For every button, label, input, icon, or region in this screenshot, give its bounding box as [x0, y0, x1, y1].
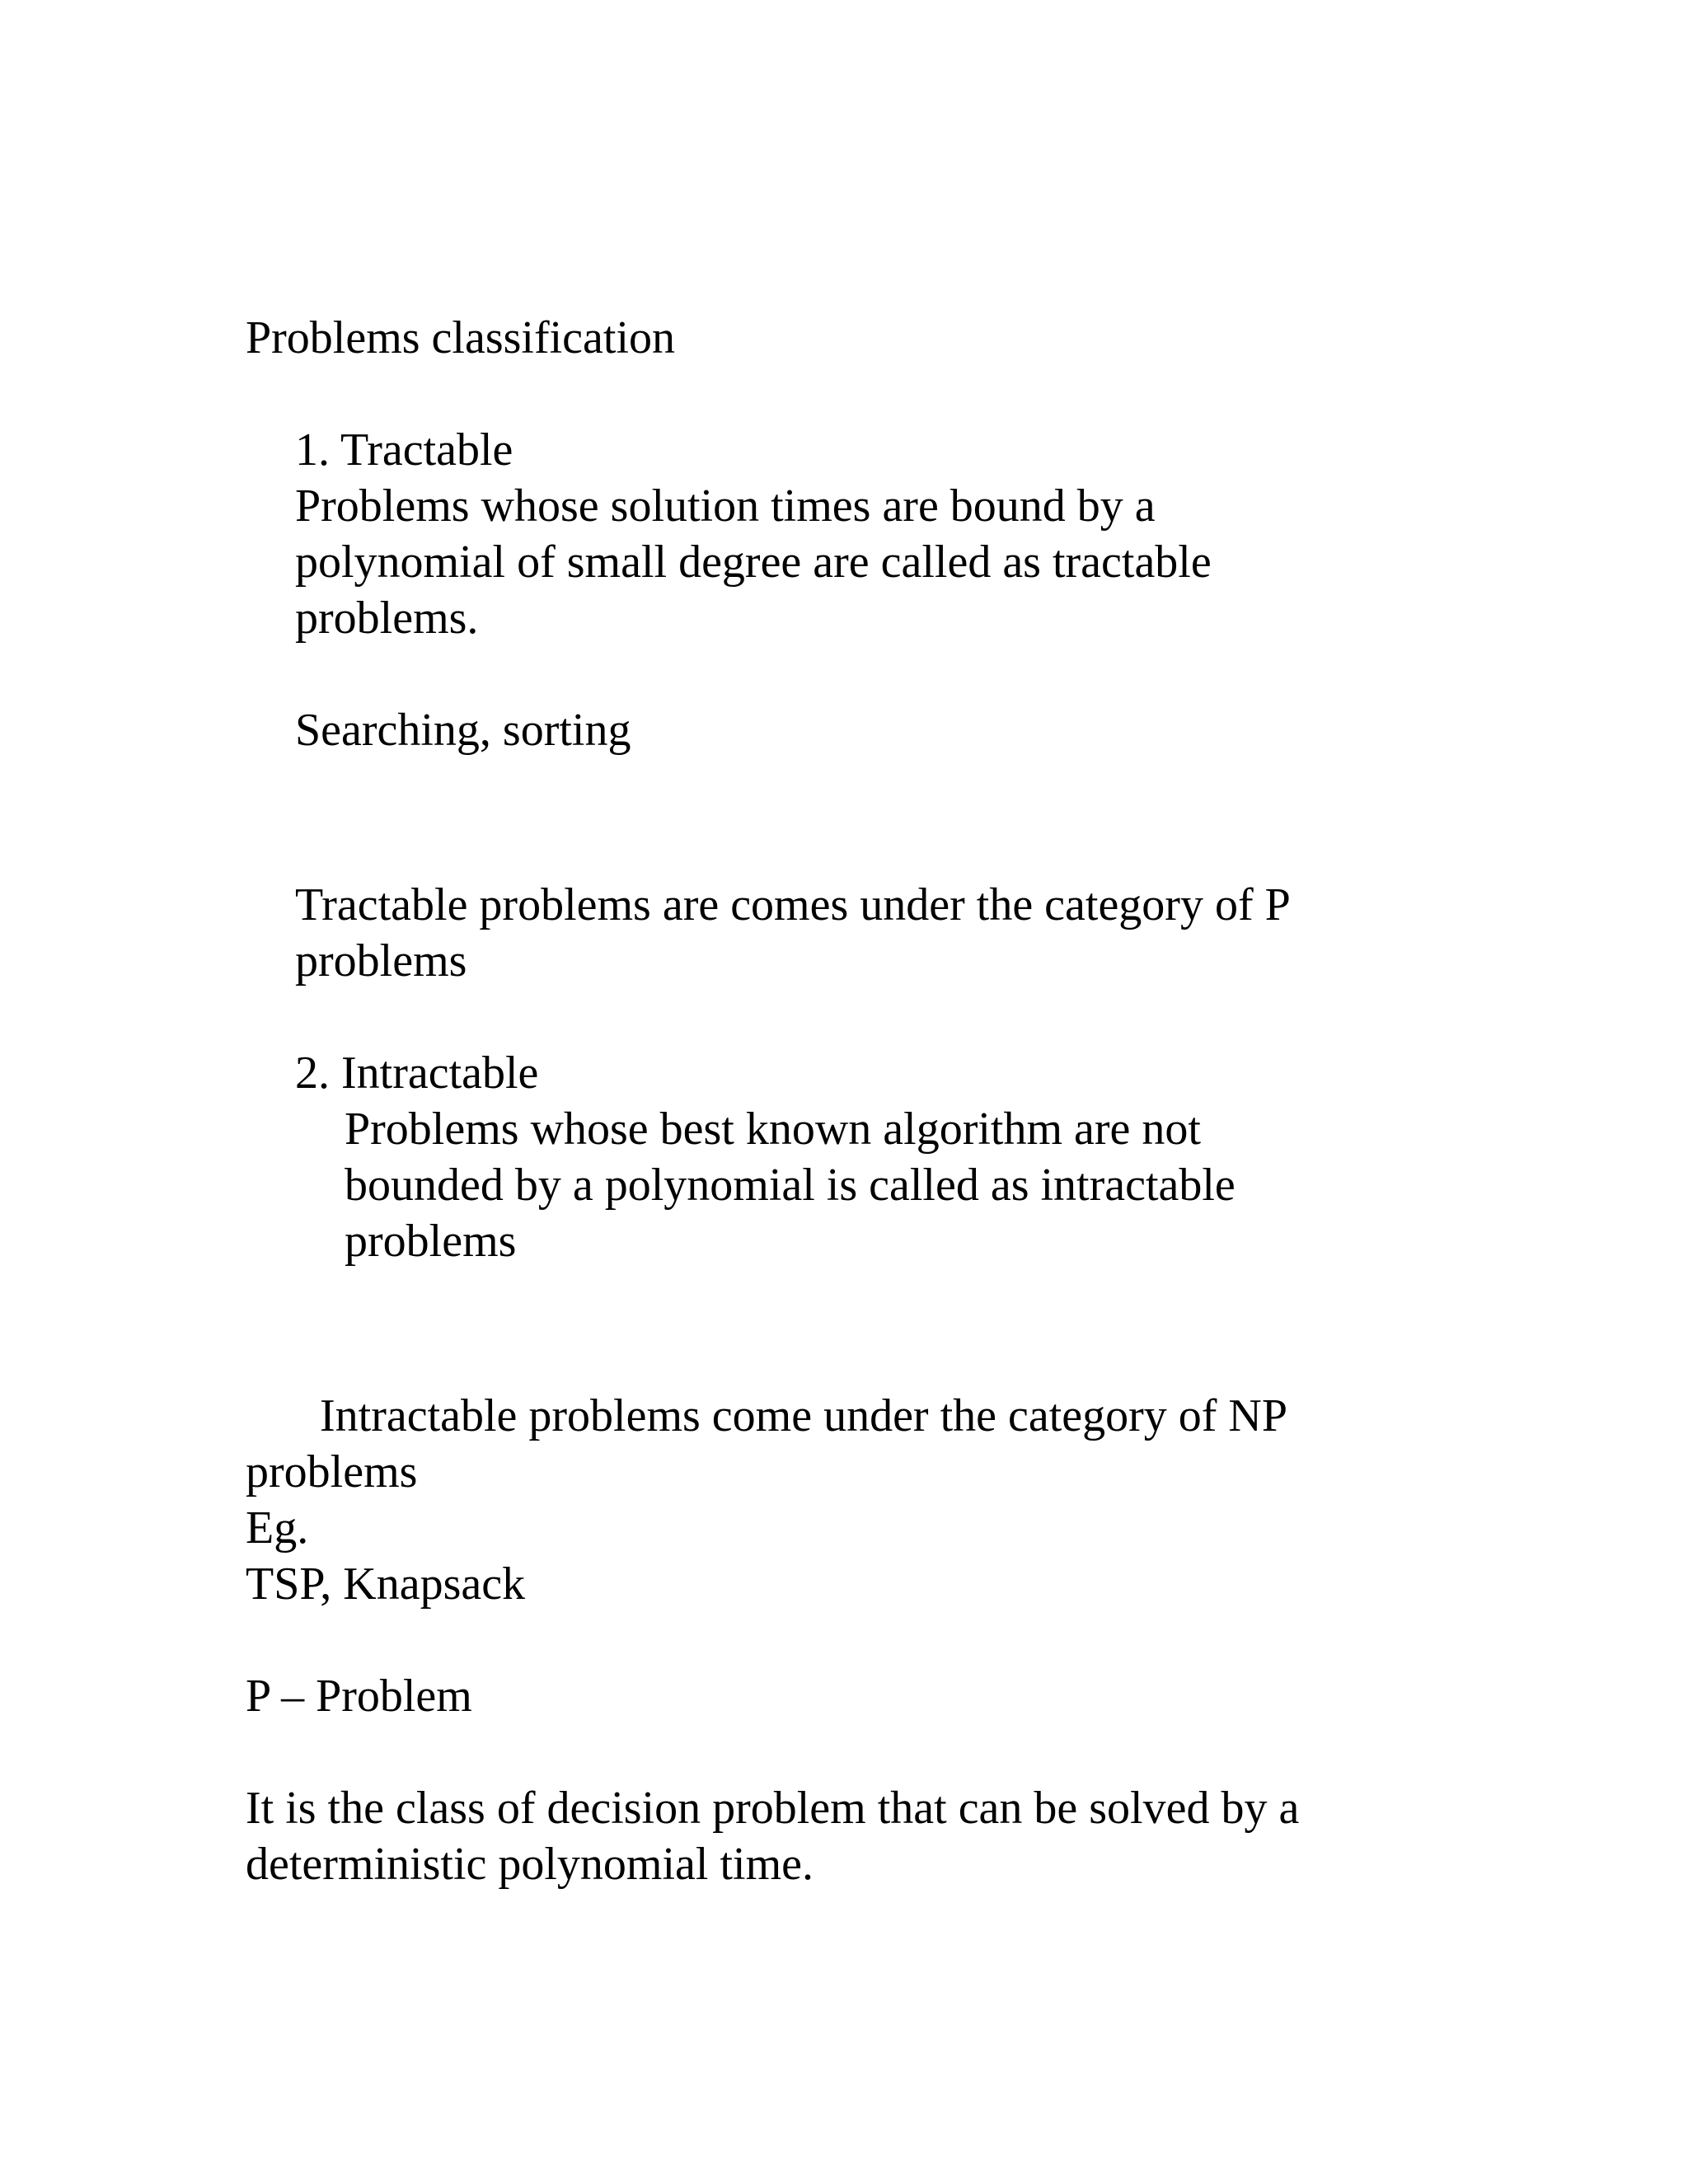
tractable-definition-line: Problems whose solution times are bound by a	[295, 480, 1156, 532]
intractable-definition-line: Problems whose best known algorithm are not	[345, 1104, 1201, 1155]
intractable-heading: 2. Intractable	[295, 1047, 539, 1099]
tractable-category-line: problems	[295, 935, 467, 987]
page-title: Problems classification	[246, 312, 676, 363]
tractable-category-line: Tractable problems are comes under the category of P	[295, 879, 1291, 930]
p-problem-heading: P – Problem	[246, 1671, 472, 1722]
intractable-examples: TSP, Knapsack	[246, 1558, 526, 1610]
intractable-category-line: Intractable problems come under the category of NP	[320, 1390, 1288, 1441]
intractable-definition-line: bounded by a polynomial is called as intractable	[345, 1160, 1236, 1211]
intractable-definition-line: problems	[345, 1216, 517, 1267]
intractable-eg-label: Eg.	[246, 1502, 309, 1554]
tractable-heading: 1. Tractable	[295, 424, 513, 476]
tractable-examples: Searching, sorting	[295, 705, 631, 756]
p-problem-definition-line: It is the class of decision problem that can be solved by a	[246, 1783, 1300, 1834]
tractable-definition-line: problems.	[295, 593, 479, 644]
intractable-category-line: problems	[246, 1446, 418, 1497]
tractable-definition-line: polynomial of small degree are called as tractable	[295, 537, 1212, 588]
p-problem-definition-line: deterministic polynomial time.	[246, 1839, 814, 1890]
